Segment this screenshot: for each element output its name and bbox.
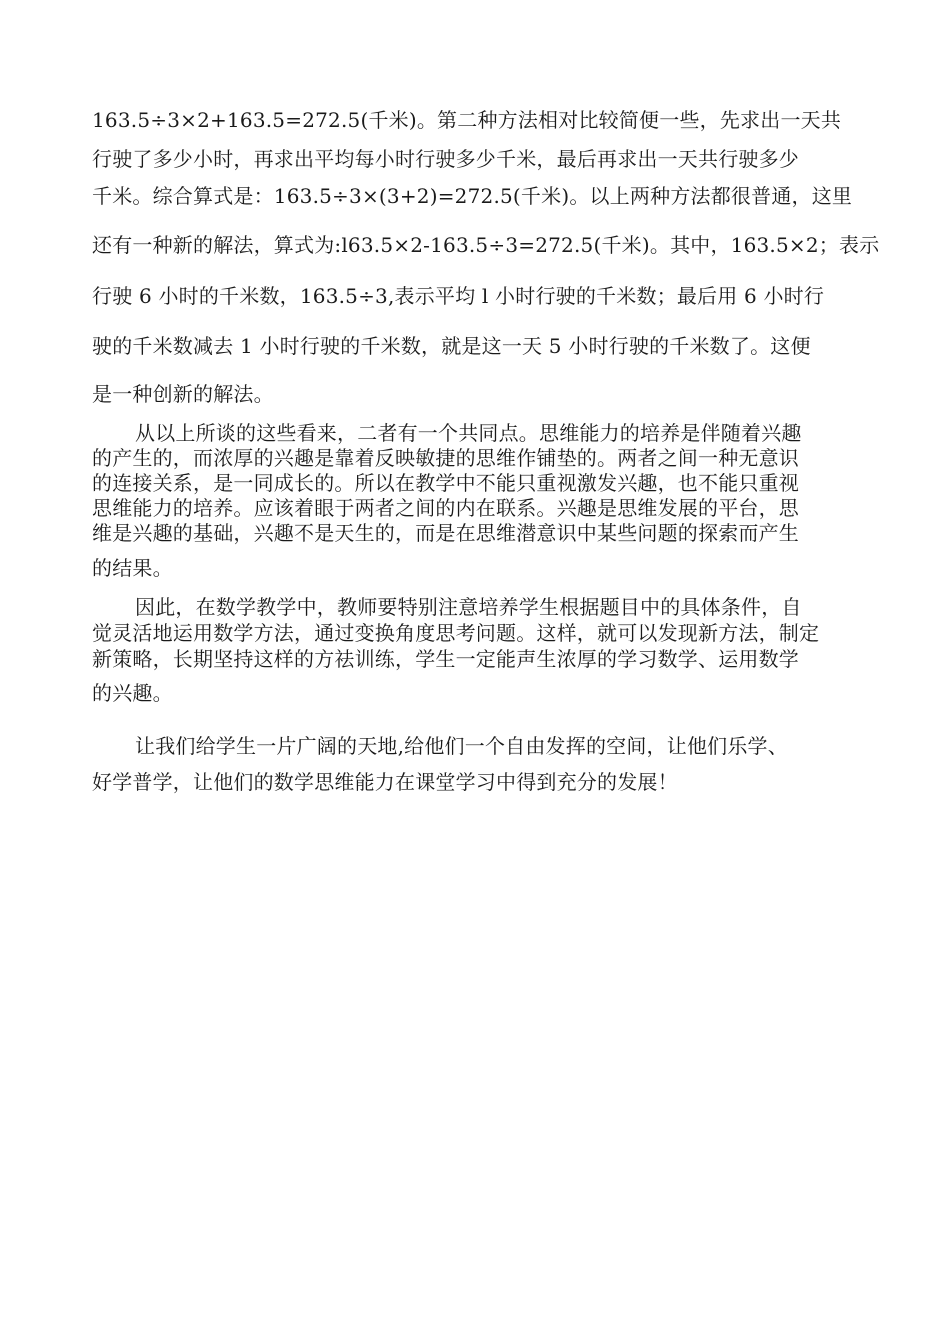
text-line: 从以上所谈的这些看来，二者有一个共同点。思维能力的培养是伴随着兴趣 xyxy=(135,421,802,445)
text-line: 驶的千米数减去 1 小时行驶的千米数，就是这一天 5 小时行驶的千米数了。这便 xyxy=(92,334,811,358)
text-line: 的结果。 xyxy=(92,556,173,580)
text-line: 还有一种新的解法，算式为:l63.5×2-163.5÷3=272.5(千米)。其中，163.5×2；表示 xyxy=(92,233,880,257)
text-line: 让我们给学生一片广阔的天地,给他们一个自由发挥的空间，让他们乐学、 xyxy=(135,734,788,758)
text-line: 行驶 6 小时的千米数，163.5÷3,表示平均 l 小时行驶的千米数；最后用 6 小时行 xyxy=(92,284,825,308)
text-line: 因此，在数学教学中，教师要特别注意培养学生根据题目中的具体条件，自 xyxy=(135,595,802,619)
text-line: 的产生的，而浓厚的兴趣是靠着反映敏捷的思维作铺垫的。两者之间一种无意识 xyxy=(92,446,799,470)
text-line: 千米。综合算式是：163.5÷3×(3+2)=272.5(千米)。以上两种方法都很普通，这里 xyxy=(92,184,853,208)
text-line: 的兴趣。 xyxy=(92,681,173,705)
text-line: 行驶了多少小时，再求出平均每小时行驶多少千米，最后再求出一天共行驶多少 xyxy=(92,147,799,171)
text-line: 新策略，长期坚持这样的方祛训练，学生一定能声生浓厚的学习数学、运用数学 xyxy=(92,647,799,671)
text-line: 是一种创新的解法。 xyxy=(92,382,274,406)
text-line: 163.5÷3×2+163.5=272.5(千米)。第二种方法相对比较简便一些，先求出一天共 xyxy=(92,108,842,132)
text-line: 思维能力的培养。应该着眼于两者之间的内在联系。兴趣是思维发展的平台，思 xyxy=(92,496,799,520)
text-line: 觉灵活地运用数学方法，通过变换角度思考问题。这样，就可以发现新方法，制定 xyxy=(92,621,820,645)
text-line: 的连接关系，是一同成长的。所以在教学中不能只重视激发兴趣，也不能只重视 xyxy=(92,471,799,495)
text-line: 维是兴趣的基础，兴趣不是天生的，而是在思维潜意识中某些问题的探索而产生 xyxy=(92,521,799,545)
text-line: 好学普学，让他们的数学思维能力在课堂学习中得到充分的发展！ xyxy=(92,770,678,794)
